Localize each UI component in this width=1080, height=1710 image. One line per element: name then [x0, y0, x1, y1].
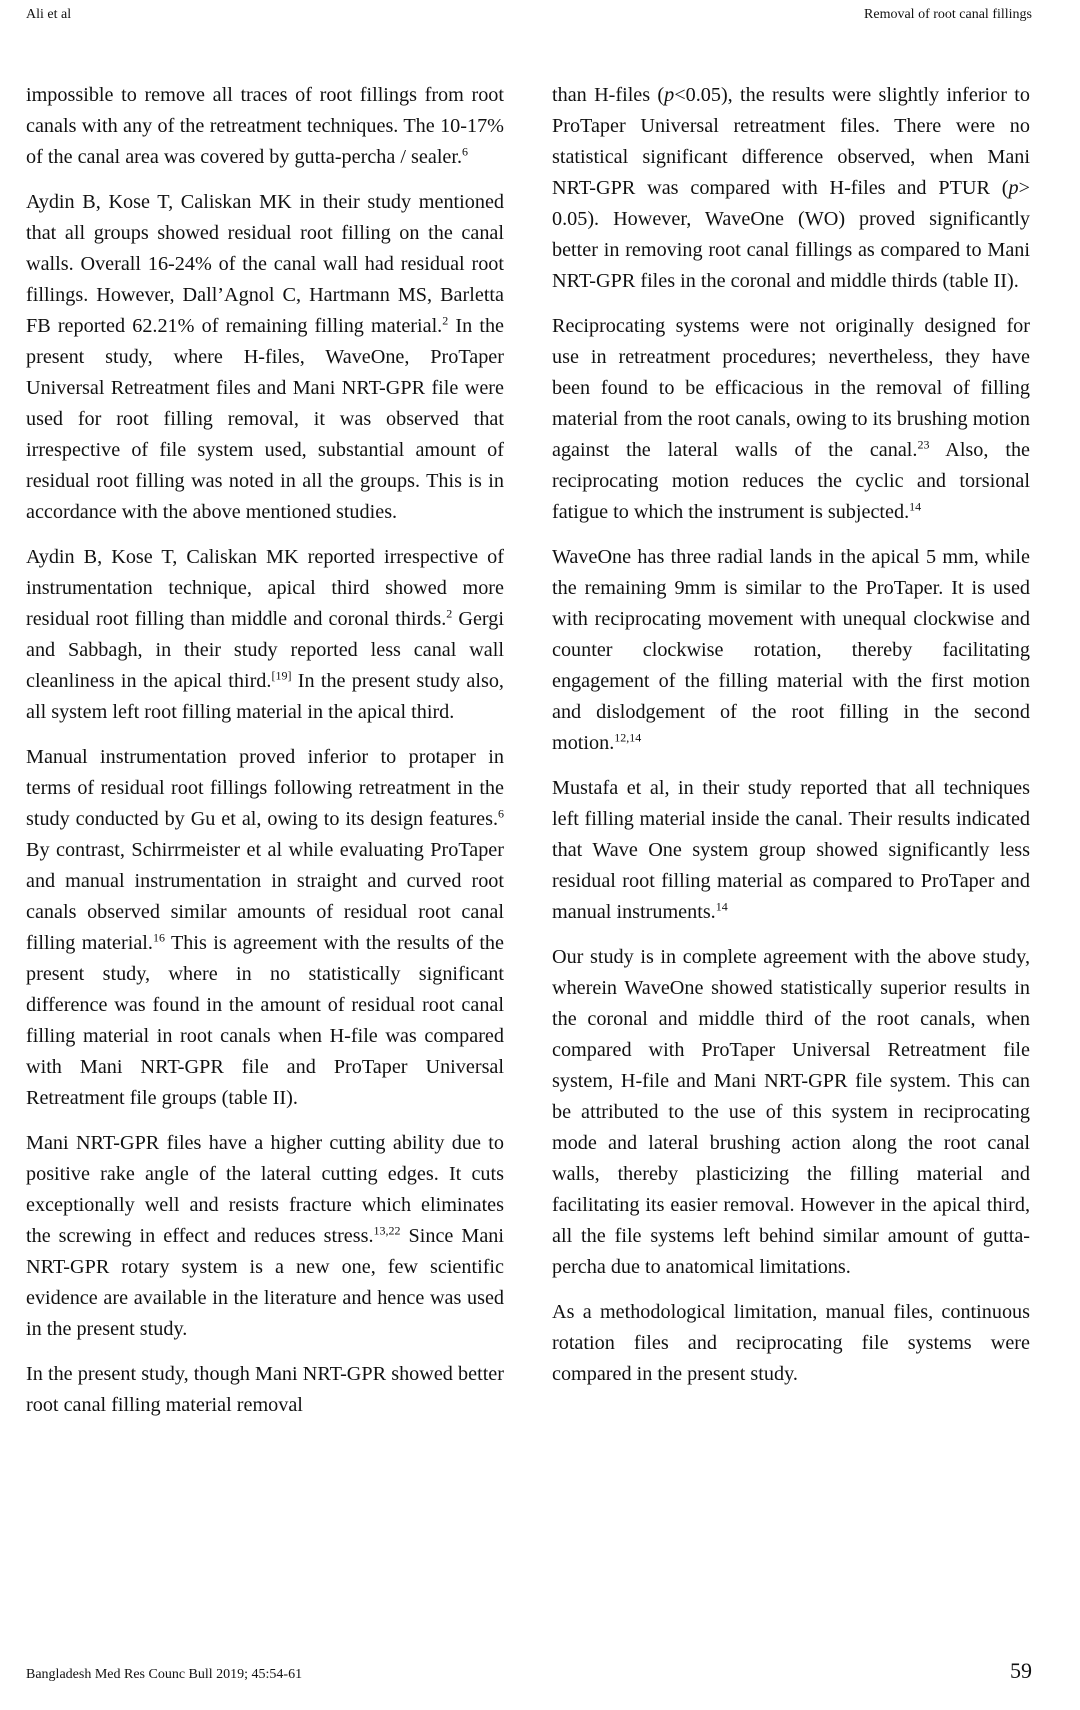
- text-run: By contrast, Schirrmeister et al while evaluating ProTaper and manual instrumentation in straight and curved root canals observed similar amounts of residual root canal filling material.: [26, 839, 504, 954]
- text-run: Reciprocating systems were not originally designed for use in retreatment procedures; nevertheless, they have been found to be efficacious in the removal of filling material from the root canals, owing to its brushing motion against the lateral walls of the canal.: [552, 315, 1030, 461]
- text-run: In the present study also, all system left root filling material in the apical third.: [26, 670, 504, 723]
- text-run: Manual instrumentation proved inferior to protaper in terms of residual root fillings following retreatment in the study conducted by Gu et al, owing to its design features.: [26, 746, 504, 830]
- citation-superscript: 2: [446, 606, 453, 621]
- citation-superscript: [19]: [271, 668, 292, 683]
- citation-superscript: 6: [462, 144, 469, 159]
- citation-superscript: 23: [917, 437, 930, 452]
- paragraph: [26, 742, 504, 1114]
- text-run: As a methodological limitation, manual files, continuous rotation files and reciprocating file systems were compared in the present study.: [552, 1301, 1030, 1385]
- text-run: Our study is in complete agreement with the above study, wherein WaveOne showed statistically superior results in the coronal and middle third of the root canals, when compared with ProTaper Universal Retreatment file system, H-file and Mani NRT-GPR file system. This can be attributed to the use of this system in reciprocating mode and lateral brushing action along the root canal walls, thereby plasticizing the filling material and facilitating its easier removal. However in the apical third, all the file systems left behind similar amount of gutta-percha due to anatomical limitations.: [552, 946, 1030, 1278]
- text-run: Also, the reciprocating motion reduces the cyclic and torsional fatigue to which the instrument is subjected.: [552, 439, 1031, 523]
- text-run: WaveOne has three radial lands in the apical 5 mm, while the remaining 9mm is similar to the ProTaper. It is used with reciprocating movement with unequal clockwise and counter clockwise rotation, thereby facilitating engagement of the filling material with the first motion and dislodgement of the root filling in the second motion.: [552, 546, 1030, 754]
- running-head-title: Removal of root canal fillings: [864, 7, 1032, 22]
- citation-superscript: 12,14: [614, 730, 642, 745]
- italic-text: p: [1008, 177, 1019, 199]
- citation-superscript: 14: [715, 899, 728, 914]
- text-run: > 0.05). However, WaveOne (WO) proved significantly better in removing root canal fillings as compared to Mani NRT-GPR files in the coronal and middle thirds (table II).: [552, 177, 1030, 292]
- text-run: This is agreement with the results of the present study, where in no statistically significant difference was found in the amount of residual root canal filling material in root canals when H-file was compared with Mani NRT-GPR file and ProTaper Universal Retreatment file groups (table II).: [26, 932, 504, 1109]
- journal-citation: Bangladesh Med Res Counc Bull 2019; 45:54-61: [26, 1667, 303, 1682]
- citation-superscript: 14: [909, 499, 922, 514]
- paragraph: [552, 80, 1030, 297]
- page-number: 59: [1010, 1658, 1032, 1683]
- text-run: Mani NRT-GPR files have a higher cutting ability due to positive rake angle of the lateral cutting edges. It cuts exceptionally well and resists fracture which eliminates the screwing in effect and reduces stress.: [26, 1132, 504, 1247]
- text-run: In the present study, where H-files, WaveOne, ProTaper Universal Retreatment files and Mani NRT-GPR file were used for root filling removal, it was observed that irrespective of file system used, substantial amount of residual root filling was noted in all the groups. This is in accordance with the above mentioned studies.: [26, 315, 504, 523]
- citation-superscript: 6: [498, 806, 504, 821]
- text-run: impossible to remove all traces of root fillings from root canals with any of the retreatment techniques. The 10-17% of the canal area was covered by gutta-percha / sealer.: [26, 84, 504, 168]
- paragraph: [552, 942, 1030, 1283]
- right-column: [552, 80, 1030, 1404]
- paragraph: [552, 773, 1030, 928]
- citation-superscript: 13,22: [373, 1223, 401, 1238]
- citation-superscript: 16: [152, 930, 165, 945]
- text-run: <0.05), the results were slightly inferior to ProTaper Universal retreatment files. There were no statistical significant difference observed, when Mani NRT-GPR was compared with H-files and PTUR (: [552, 84, 1030, 199]
- paragraph: [26, 80, 504, 173]
- left-column: [26, 80, 504, 1435]
- citation-superscript: 2: [442, 313, 449, 328]
- text-run: than H-files (: [552, 84, 665, 106]
- paragraph: [552, 311, 1030, 528]
- text-run: In the present study, though Mani NRT-GPR showed better root canal filling material removal: [26, 1363, 504, 1416]
- text-run: Mustafa et al, in their study reported that all techniques left filling material inside the canal. Their results indicated that Wave One system group showed significantly less residual root filling material as compared to ProTaper and manual instruments.: [552, 777, 1030, 923]
- text-run: Gergi and Sabbagh, in their study reported less canal wall cleanliness in the apical third.: [26, 608, 504, 692]
- paragraph: [552, 1297, 1030, 1390]
- text-run: Since Mani NRT-GPR rotary system is a new one, few scientific evidence are available in the literature and hence was used in the present study.: [26, 1225, 504, 1340]
- paragraph: [26, 187, 504, 528]
- text-run: Aydin B, Kose T, Caliskan MK reported irrespective of instrumentation technique, apical third showed more residual root filling than middle and coronal thirds.: [26, 546, 504, 630]
- paragraph: [552, 542, 1030, 759]
- paragraph: [26, 1128, 504, 1345]
- italic-text: p: [664, 84, 675, 106]
- paragraph: [26, 1359, 504, 1421]
- running-head-authors: Ali et al: [26, 7, 72, 22]
- text-run: Aydin B, Kose T, Caliskan MK in their study mentioned that all groups showed residual root filling on the canal walls. Overall 16-24% of the canal wall had residual root fillings. However, Dall’Agnol C, Hartmann MS, Barletta FB reported 62.21% of remaining filling material.: [26, 191, 504, 337]
- paragraph: [26, 542, 504, 728]
